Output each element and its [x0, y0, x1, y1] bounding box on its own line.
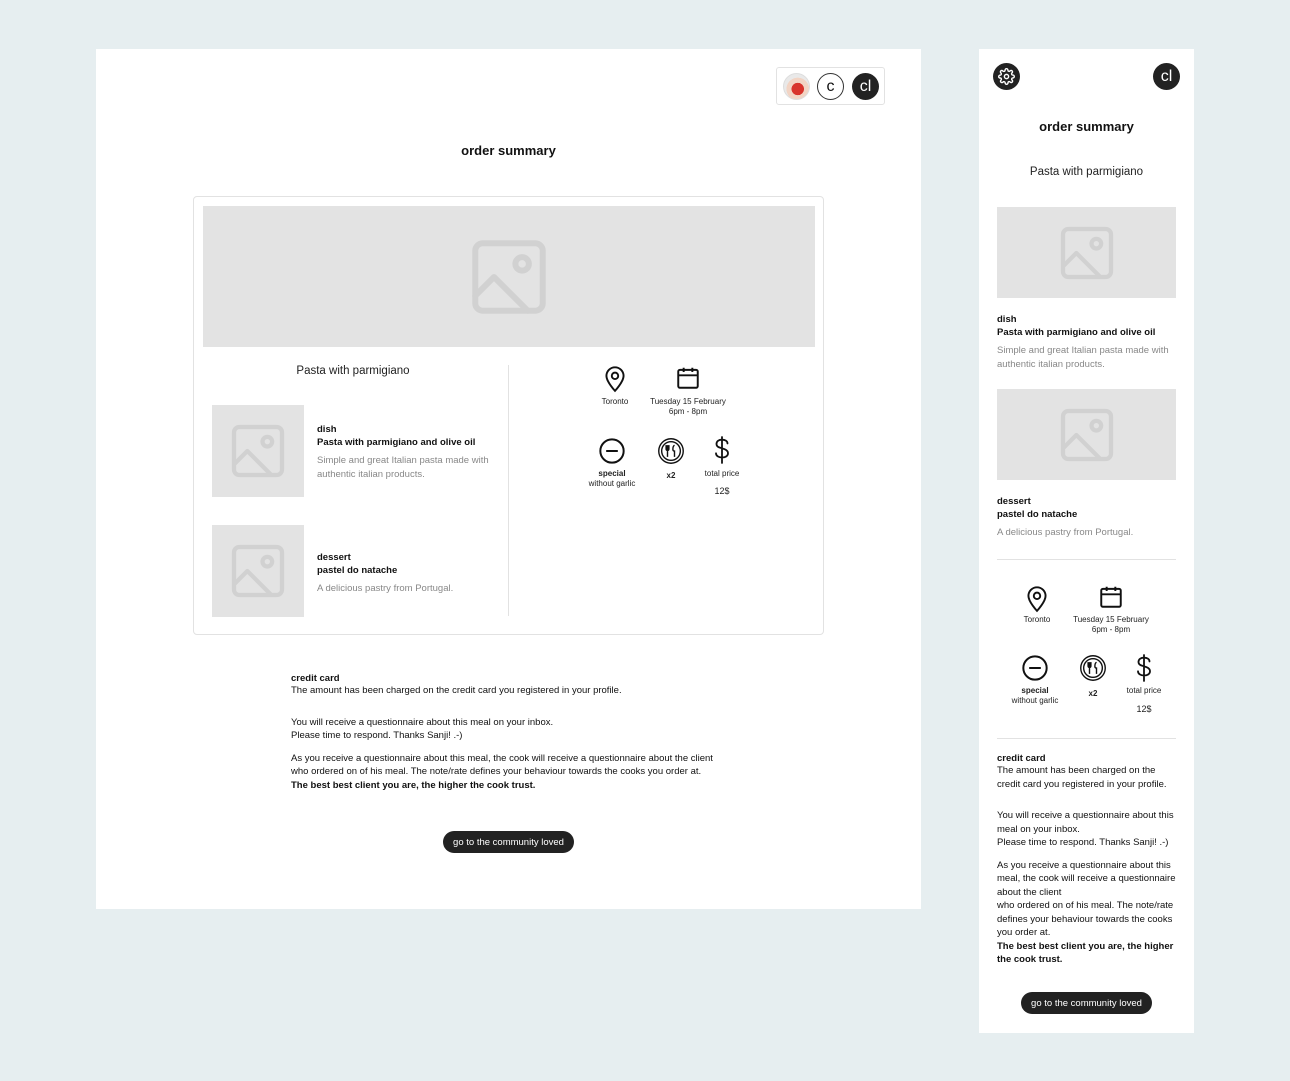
- avatar-cl[interactable]: [1153, 63, 1180, 90]
- time-label: 6pm - 8pm: [1091, 625, 1131, 634]
- payment-text: The amount has been charged on the credit card you registered in your profile.: [291, 685, 622, 696]
- user-switcher: [776, 67, 885, 105]
- calendar-icon: [1096, 584, 1126, 610]
- desktop-frame: [96, 49, 921, 909]
- item-description: Simple and great Italian pasta made with authentic italian products.: [997, 345, 1169, 370]
- questionnaire-line-2: Please time to respond. Thanks Sanji! .-): [997, 837, 1169, 848]
- item-image: [997, 389, 1176, 480]
- item-name: pastel do natache: [997, 509, 1078, 520]
- divider: [997, 559, 1176, 560]
- quantity-label: x2: [1088, 689, 1098, 698]
- page-title: order summary: [461, 143, 556, 158]
- item-image: [997, 207, 1176, 298]
- item-name: Pasta with parmigiano and olive oil: [997, 327, 1156, 338]
- hero-image: [203, 206, 815, 347]
- payment-text: The amount has been charged on the credit card you registered in your profile.: [997, 765, 1167, 790]
- payment-heading: credit card: [997, 753, 1046, 764]
- price-value: 12$: [1136, 704, 1152, 714]
- special-value: without garlic: [1011, 696, 1059, 705]
- price-label: total price: [704, 469, 740, 478]
- avatar-c[interactable]: [817, 73, 844, 100]
- cook-line-1: As you receive a questionnaire about this meal, the cook will receive a questionnaire about the client: [997, 859, 1176, 898]
- item-name: Pasta with parmigiano and olive oil: [317, 437, 476, 448]
- avatar-cl-label: cl: [859, 77, 872, 95]
- item-type: dish: [317, 424, 337, 435]
- image-placeholder-icon: [226, 539, 290, 603]
- plate-icon: [656, 437, 686, 465]
- community-button[interactable]: go to the community loved: [443, 831, 574, 853]
- payment-info: [291, 673, 751, 792]
- community-button[interactable]: go to the community loved: [1021, 992, 1152, 1014]
- dollar-icon: [1129, 653, 1159, 683]
- mobile-frame: [979, 49, 1194, 1033]
- trust-statement: The best best client you are, the higher the cook trust.: [997, 940, 1174, 965]
- minus-circle-icon: [1020, 654, 1050, 682]
- location-label: Toronto: [1023, 615, 1051, 624]
- image-placeholder-icon: [1055, 403, 1119, 467]
- payment-info: [997, 753, 1179, 967]
- settings-icon: [998, 68, 1015, 85]
- pin-icon: [600, 363, 630, 393]
- special-label: special: [598, 469, 626, 478]
- order-card: [193, 196, 824, 635]
- date-label: Tuesday 15 February: [650, 397, 726, 406]
- item-image: [212, 405, 304, 497]
- item-image: [212, 525, 304, 617]
- questionnaire-line-2: Please time to respond. Thanks Sanji! .-): [291, 730, 463, 741]
- pin-icon: [1022, 583, 1052, 613]
- location-label: Toronto: [601, 397, 629, 406]
- meal-title: Pasta with parmigiano: [1029, 166, 1144, 178]
- item-type: dessert: [317, 552, 351, 563]
- cook-line-2: who ordered on of his meal. The note/rate defines your behaviour towards the cooks you order at.: [291, 766, 702, 777]
- vertical-divider: [508, 365, 509, 616]
- image-placeholder-icon: [1055, 221, 1119, 285]
- questionnaire-line-1: You will receive a questionnaire about this meal on your inbox.: [291, 716, 554, 728]
- divider: [997, 738, 1176, 739]
- avatar-photo[interactable]: [783, 73, 810, 100]
- dollar-icon: [707, 435, 737, 465]
- avatar-cl-label: cl: [1160, 67, 1173, 85]
- special-value: without garlic: [588, 479, 636, 488]
- payment-heading: credit card: [291, 673, 340, 684]
- special-label: special: [1021, 686, 1049, 695]
- page-title: order summary: [1039, 119, 1134, 134]
- avatar-cl[interactable]: [852, 73, 879, 100]
- minus-circle-icon: [597, 437, 627, 465]
- trust-statement: The best best client you are, the higher the cook trust.: [291, 779, 536, 791]
- plate-icon: [1078, 654, 1108, 682]
- questionnaire-line-1: You will receive a questionnaire about this meal on your inbox.: [997, 810, 1174, 835]
- item-description: A delicious pastry from Portugal.: [317, 583, 454, 594]
- image-placeholder-icon: [226, 419, 290, 483]
- avatar-c-label: c: [826, 77, 835, 95]
- meal-title: Pasta with parmigiano: [296, 365, 410, 377]
- item-name: pastel do natache: [317, 565, 398, 576]
- date-label: Tuesday 15 February: [1073, 615, 1149, 624]
- calendar-icon: [673, 365, 703, 391]
- settings-button[interactable]: [993, 63, 1020, 90]
- quantity-label: x2: [666, 471, 676, 480]
- item-type: dessert: [997, 496, 1031, 507]
- time-label: 6pm - 8pm: [668, 407, 708, 416]
- price-value: 12$: [714, 486, 730, 496]
- cook-line-1: As you receive a questionnaire about this meal, the cook will receive a questionnaire about the client: [291, 752, 713, 764]
- price-label: total price: [1126, 686, 1162, 695]
- item-description: A delicious pastry from Portugal.: [997, 527, 1134, 538]
- item-type: dish: [997, 314, 1017, 325]
- item-description: Simple and great Italian pasta made with authentic italian products.: [317, 455, 489, 480]
- image-placeholder-icon: [464, 232, 554, 322]
- cook-line-2: who ordered on of his meal. The note/rate defines your behaviour towards the cooks you order at.: [997, 900, 1174, 938]
